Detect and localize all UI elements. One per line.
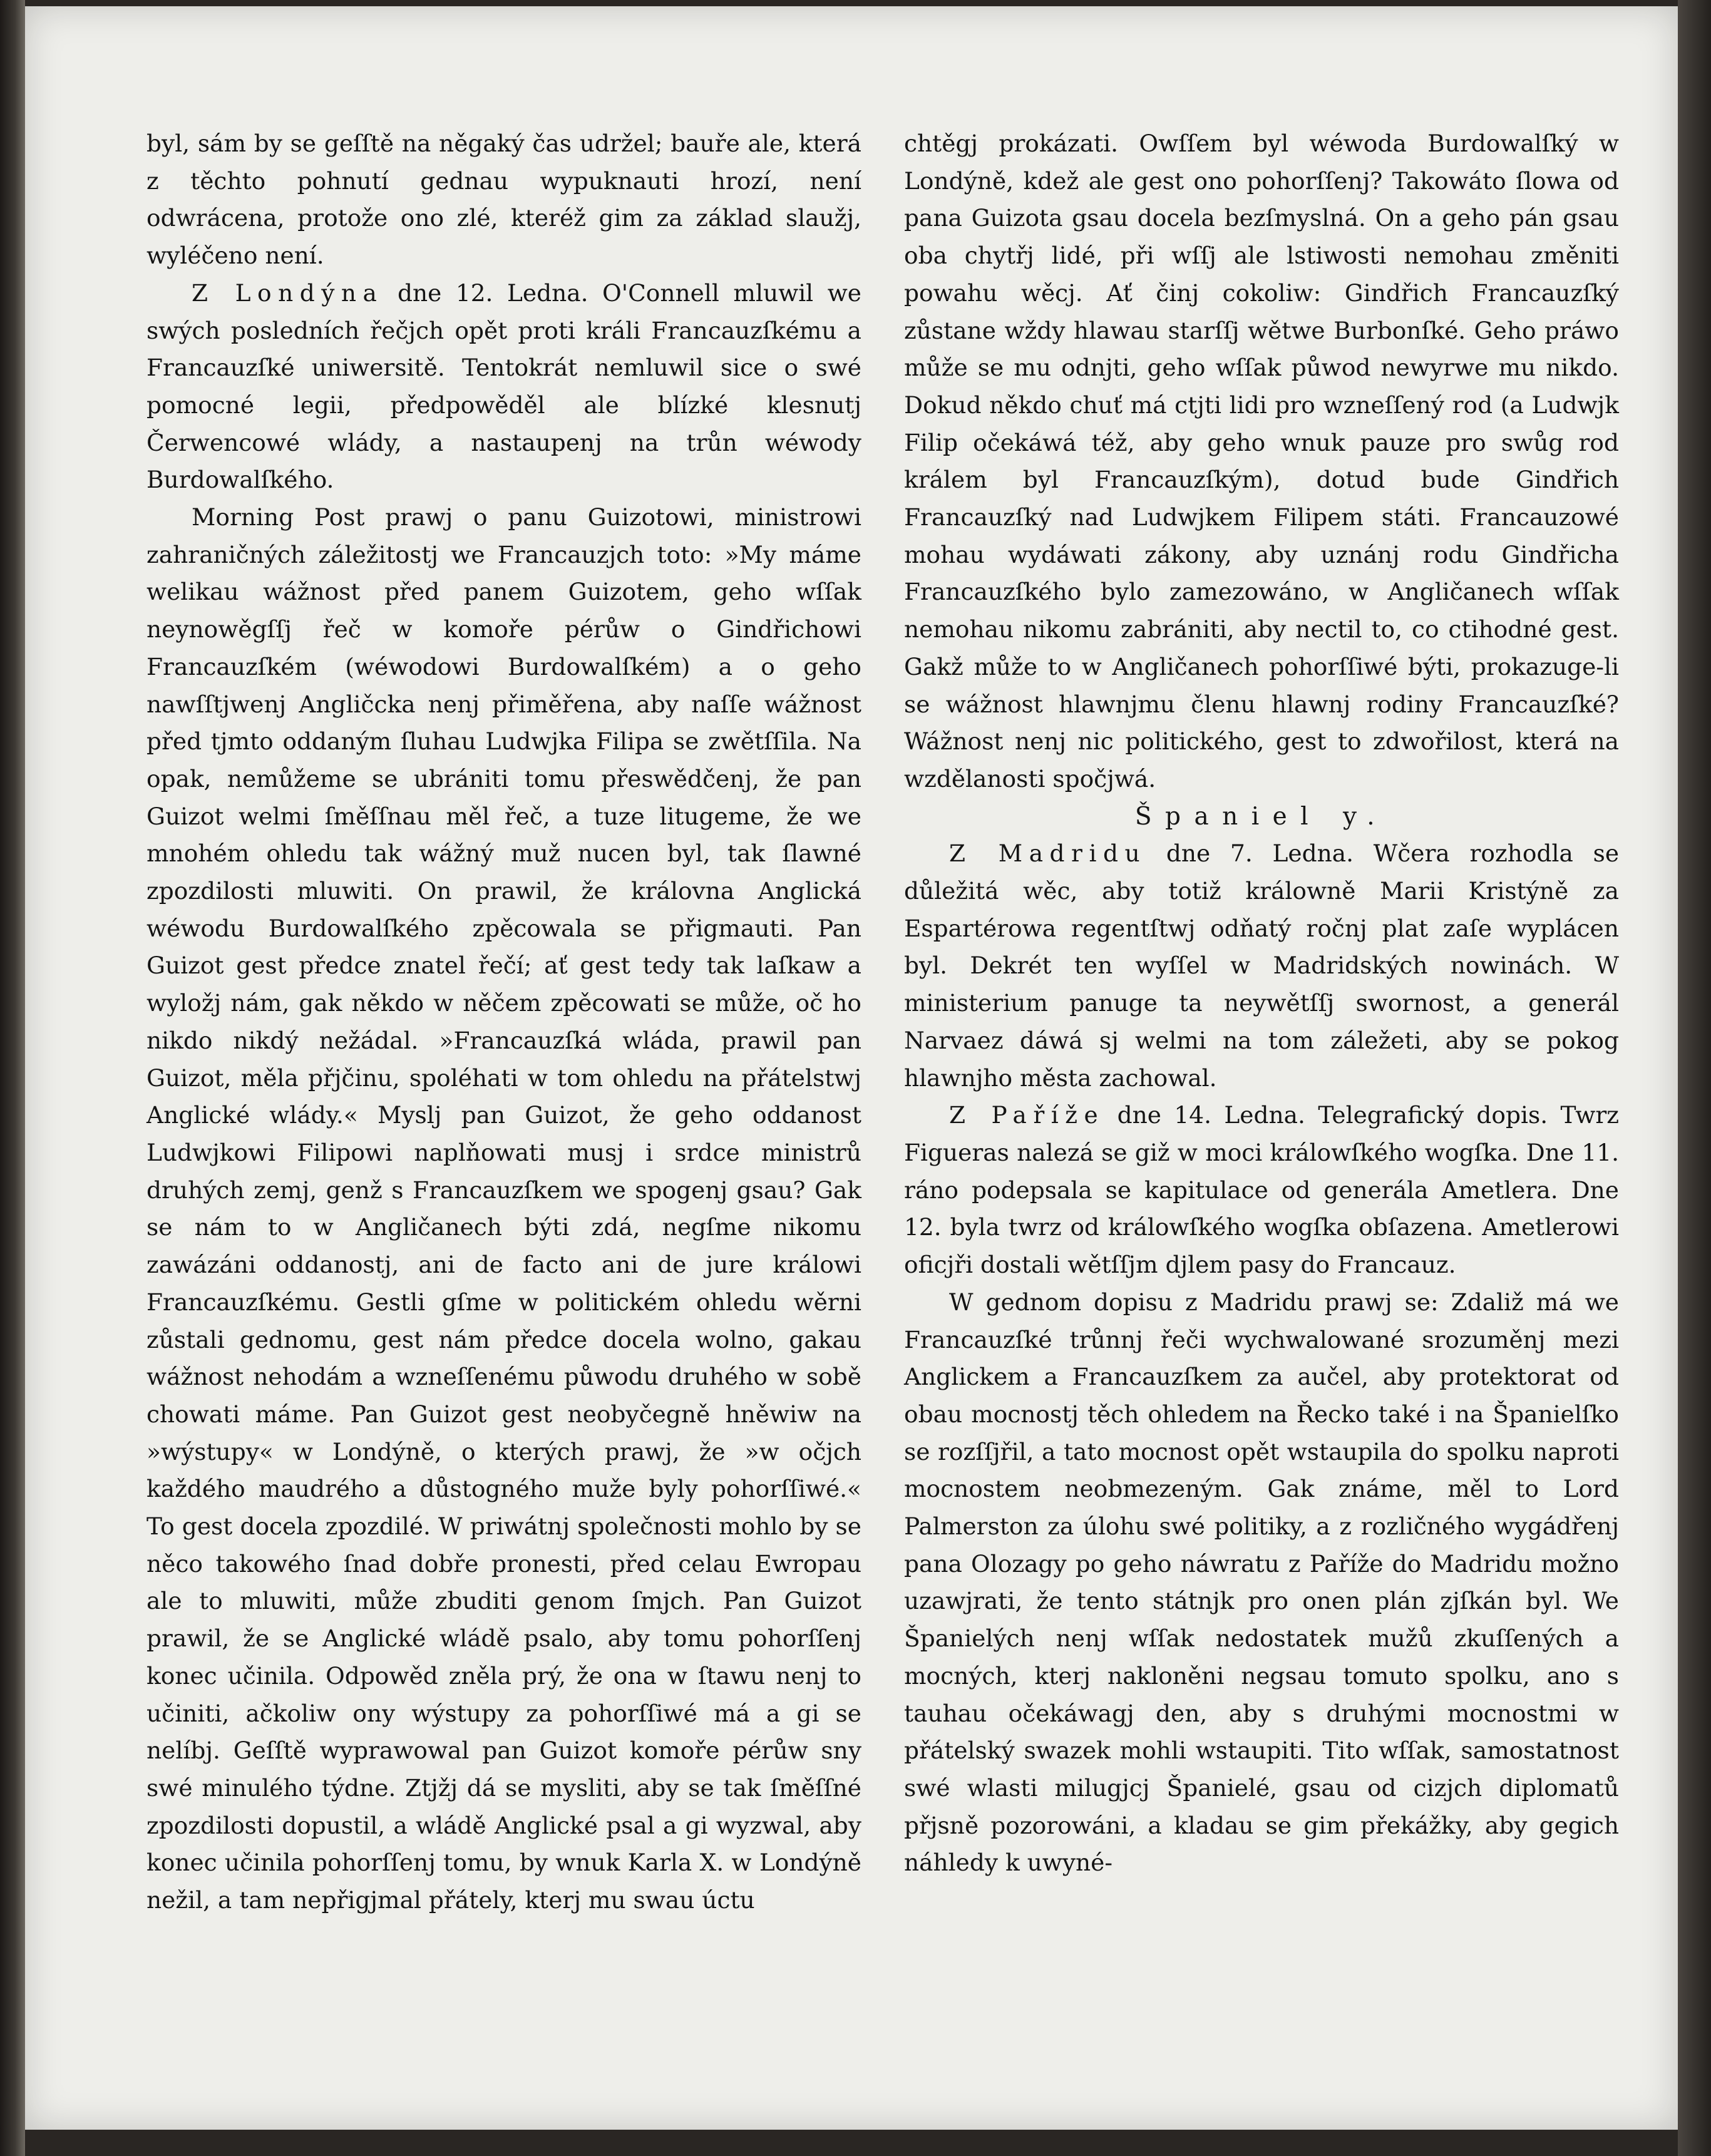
page-gutter-shadow	[0, 0, 25, 2156]
right-column	[904, 125, 1619, 1882]
right-paragraph-madrid	[904, 835, 1619, 1097]
right-paragraph-letter: W gednom dopisu z Madridu prawj se: Zdaliž má we Francauzſké trůnnj řeči wychwalowané srozuměnj mezi Anglickem a Francauzſkem za aučel, aby protektorat od obau mocnostj těch ohledem na Řecko také i na Španielſko se rozſſjřil, a tato mocnost opět wstaupila do spolku naproti mocnostem neobmezeným. Gak známe, měl to Lord Palmerston za úlohu swé politiky, a z rozličného wygádřenj pana Olozagy po geho náwratu z Paříže do Madridu možno uzawjrati, že tento státnjk pro onen plán zjſkán byl. We Španielých nenj wſſak nedostatek mužů zkuſſených a mocných, kterj nakloněni negsau tomuto spolku, ano s tauhau očekáwagj den, aby s druhými mocnostmi w přátelský swazek mohli wstaupiti. Tito wſſak, samostatnost swé wlasti milugjcj Španielé, gsau od cizjch diplomatů přjsně pozorowáni, a kladau se gim překážky, aby gegich náhledy k uwyné-	[904, 1288, 1619, 1877]
right-paragraph-paris	[904, 1097, 1619, 1284]
london-report-text: dne 12. Ledna. O'Connell mluwil we swých posledních řečjch opět proti králi Francauzſkému a Francauzſké uniwersitě. Tentokrát nemluwil sice o swé pomocné legii, předpowěděl ale blízké klesnutj Čerwencowé wlády, a nastaupenj na trůn wéwody Burdowalſkého.	[146, 279, 861, 494]
section-title-spain: Španiel y.	[1134, 802, 1389, 831]
left-paragraph-1: byl, sám by se geſſtě na něgaký čas udržel; bauře ale, která z těchto pohnutí gednau wypuknauti hrozí, není odwrácena, protože ono zlé, kteréž gim za základ slaužj, wyléčeno není.	[146, 130, 861, 270]
page-edge-shadow	[1678, 0, 1711, 2156]
dateline-madrid: Z Madridu	[949, 839, 1147, 868]
dateline-paris: Z Paříže	[949, 1101, 1105, 1129]
paris-report-text: dne 14. Ledna. Telegrafický dopis. Twrz Figueras nalezá se giž w moci králowſkého wogſka. Dne 11. ráno podepsala se kapitulace od generála Ametlera. Dne 12. byla twrz od králowſkého wogſka obſazena. Ametlerowi oficjři dostali wětſſjm djlem pasy do Francauz.	[904, 1101, 1620, 1279]
madrid-report-text: dne 7. Ledna. Wčera rozhodla se důležitá wěc, aby totiž králowně Marii Kristýně za Espartérowa regentſtwj odňatý ročnj plat zaſe wyplácen byl. Dekrét ten wyſſel w Madridských nowinách. W ministerium panuge ta neywětſſj swornost, a generál Narvaez dáwá sj welmi na tom záležeti, aby se pokog hlawnjho města zachowal.	[904, 839, 1620, 1092]
left-paragraph-morning-post: Morning Post prawj o panu Guizotowi, ministrowi zahraničných záležitostj we Francauzjch toto: »My máme welikau wážnost před panem Guizotem, geho wſſak neynowěgſſj řeč w komoře pérůw o Gindřichowi Francauzſkém (wéwodowi Burdowalſkém) a o geho nawſſtjwenj Angličcka nenj přiměřena, aby naſſe wážnost před tjmto oddaným ſluhau Ludwjka Filipa se zwětſſila. Na opak, nemůžeme se ubrániti tomu přeswědčenj, že pan Guizot welmi ſměſſnau měl řeč, a tuze litugeme, že we mnohém ohledu tak wážný muž nucen byl, tak ſlawné zpozdilosti mluwiti. On prawil, že královna Anglická wéwodu Burdowalſkého zpěcowala se přigmauti. Pan Guizot gest předce znatel řečí; ať gest tedy tak laſkaw a wyložj nám, gak někdo w něčem zpěcowati se může, oč ho nikdo nikdý nežádal. »Francauzſká wláda, prawil pan Guizot, měla přjčinu, spoléhati w tom ohledu na přátelstwj Anglické wlády.« Myslj pan Guizot, že geho oddanost Ludwjkowi Filipowi naplňowati musj i srdce ministrů druhých zemj, genž s Francauzſkem we spogenj gsau? Gak se nám to w Angličanech býti zdá, negſme nikomu zawázáni oddanostj, ani de facto ani de jure králowi Francauzſkému. Gestli gſme w politickém ohledu wěrni zůstali gednomu, gest nám předce docela wolno, gakau wážnost nehodám a wzneſſenému půwodu druhého w sobě chowati máme. Pan Guizot gest neobyčegně hněwiw na »wýstupy« w Londýně, o kterých prawj, že »w očjch každého maudrého a důstogného muže byly pohorſſiwé.« To gest docela zpozdilé. W priwátnj společnosti mohlo by se něco takowého ſnad dobře pronesti, před celau Ewropau ale to mluwiti, může zbuditi genom ſmjch. Pan Guizot prawil, že se Anglické wládě psalo, aby tomu pohorſſenj konec učinila. Odpowěd zněla prý, že ona w ſtawu nenj to učiniti, ačkoliw ony wýstupy za pohorſſiwé má a gi se nelíbj. Geſſtě wyprawowal pan Guizot komoře pérůw sny swé minulého týdne. Ztjžj dá se mysliti, aby se tak ſměſſné zpozdilosti dopustil, a wládě Anglické psal a gi wyzwal, aby konec učinila pohorſſenj tomu, by wnuk Karla X. w Londýně nežil, a tam nepřigjmal přátely, kterj mu swau úctu	[146, 503, 861, 1914]
left-paragraph-london	[146, 275, 861, 499]
right-paragraph-1: chtěgj prokázati. Owſſem byl wéwoda Burdowalſký w Londýně, kdež ale gest ono pohorſſenj? Takowáto ſlowa od pana Guizota gsau docela bezſmyslná. On a geho pán gsau oba chytřj lidé, při wſſj ale lstiwosti nemohau změniti powahu wěcj. Ať činj cokoliw: Gindřich Francauzſký zůstane wždy hlawau starſſj wětwe Burbonſké. Geho práwo může se mu odnjti, geho wſſak půwod newyrwe mu nikdo. Dokud někdo chuť má ctjti lidi pro wzneſſený rod (a Ludwjk Filip očekáwá též, aby geho wnuk pauze pro swůg rod králem byl Francauzſkým), dotud bude Gindřich Francauzſký nad Ludwjkem Filipem státi. Francauzowé mohau wydáwati zákony, aby uznánj rodu Gindřicha Francauzſkého bylo zamezowáno, w Angličanech wſſak nemohau nikomu zabrániti, aby nectil to, co ctihodné gest. Gakž může to w Angličanech pohorſſiwé býti, prokazuge-li se wážnost hlawnjmu členu hlawnj rodiny Francauzſké? Wážnost nenj nic politického, gest to zdwořilost, která na wzdělanosti spočjwá.	[904, 130, 1619, 793]
left-column	[146, 125, 861, 1919]
dateline-london: Z Londýna	[192, 279, 384, 307]
